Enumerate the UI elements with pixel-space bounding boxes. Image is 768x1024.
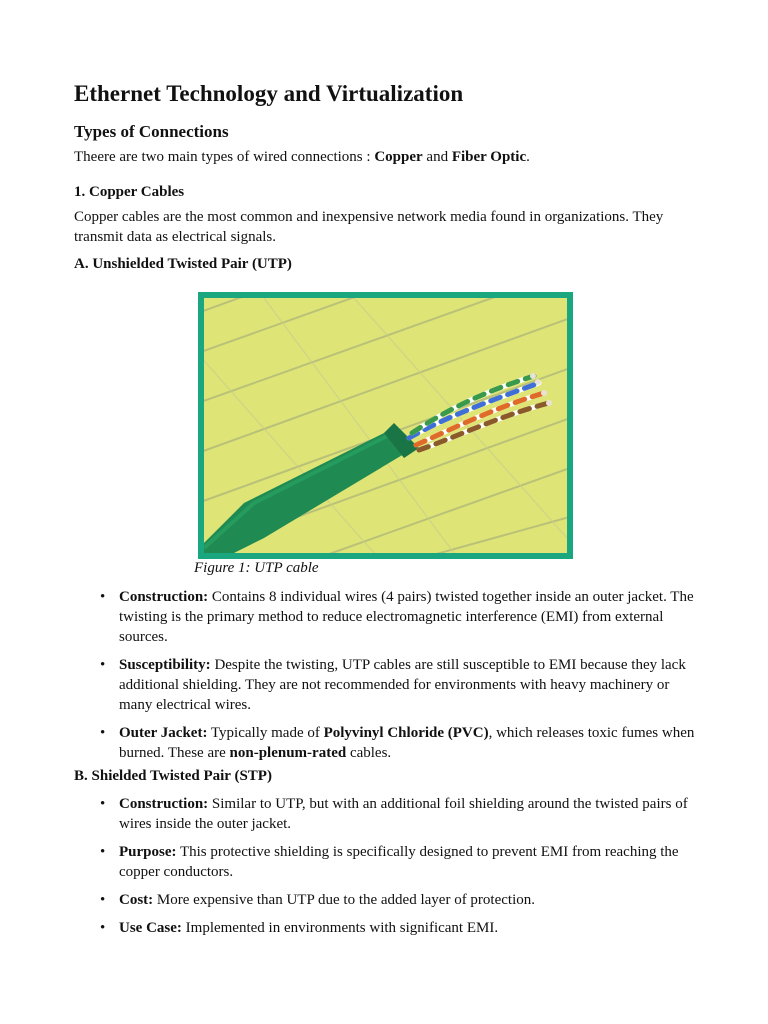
figure-caption: Figure 1: UTP cable	[194, 560, 319, 576]
bullet-label: Construction:	[119, 796, 209, 812]
list-item	[74, 842, 698, 882]
list-item	[74, 723, 698, 763]
document-title: Ethernet Technology and Virtualization	[74, 81, 464, 106]
utp-cable-image	[198, 292, 573, 559]
bullet-text: Typically made of	[207, 725, 324, 741]
stp-bullet-list	[74, 794, 698, 946]
intro-copper: Copper	[374, 149, 423, 165]
bullet-label: Cost:	[119, 892, 154, 908]
section-title: Types of Connections	[74, 122, 229, 141]
bullet-text: This protective shielding is specifically designed to prevent EMI from reaching the copper conductors.	[119, 844, 679, 880]
bullet-text: Despite the twisting, UTP cables are still susceptible to EMI because they lack additional shielding. They are not recommended for environments with heavy machinery or many electrical wires.	[119, 657, 686, 713]
bullet-label: Use Case:	[119, 920, 182, 936]
copper-paragraph: Copper cables are the most common and inexpensive network media found in organizations. They transmit data as electrical signals.	[74, 209, 664, 245]
copper-heading: 1. Copper Cables	[74, 184, 185, 200]
list-item	[74, 890, 698, 910]
bullet-bold-non-plenum: non-plenum-rated	[229, 745, 347, 761]
list-item	[74, 587, 698, 647]
bullet-icon: •	[100, 725, 106, 741]
list-item	[74, 794, 698, 834]
intro-and: and	[422, 149, 452, 165]
bullet-text: More expensive than UTP due to the added layer of protection.	[153, 892, 535, 908]
intro-fiber: Fiber Optic	[451, 149, 527, 165]
utp-heading: A. Unshielded Twisted Pair (UTP)	[74, 256, 292, 272]
bullet-text: Similar to UTP, but with an additional foil shielding around the twisted pairs of wires inside the outer jacket.	[119, 796, 688, 832]
list-item	[74, 655, 698, 715]
bullet-icon: •	[100, 844, 106, 860]
utp-bullet-list	[74, 587, 698, 771]
list-item	[74, 918, 698, 938]
bullet-label: Susceptibility:	[119, 657, 211, 673]
bullet-label: Purpose:	[119, 844, 177, 860]
bullet-text: cables.	[346, 745, 392, 761]
bullet-icon: •	[100, 796, 106, 812]
bullet-label: Construction:	[119, 589, 209, 605]
bullet-label: Outer Jacket:	[119, 725, 208, 741]
bullet-text: Contains 8 individual wires (4 pairs) twisted together inside an outer jacket. The twisting is the primary method to reduce electromagnetic interference (EMI) from external sources.	[119, 589, 694, 645]
intro-text: Theere are two main types of wired connections :	[74, 149, 375, 165]
bullet-bold-pvc: Polyvinyl Chloride (PVC)	[323, 725, 489, 741]
stp-heading: B. Shielded Twisted Pair (STP)	[74, 768, 272, 784]
utp-cable-illustration	[204, 298, 567, 553]
bullet-icon: •	[100, 920, 106, 936]
intro-period: .	[526, 149, 530, 165]
bullet-icon: •	[100, 892, 106, 908]
bullet-icon: •	[100, 589, 106, 605]
bullet-icon: •	[100, 657, 106, 673]
bullet-text: Implemented in environments with significant EMI.	[181, 920, 499, 936]
intro-paragraph	[74, 147, 698, 167]
bullet-text: , which releases toxic fumes when burned. These are	[119, 725, 695, 761]
